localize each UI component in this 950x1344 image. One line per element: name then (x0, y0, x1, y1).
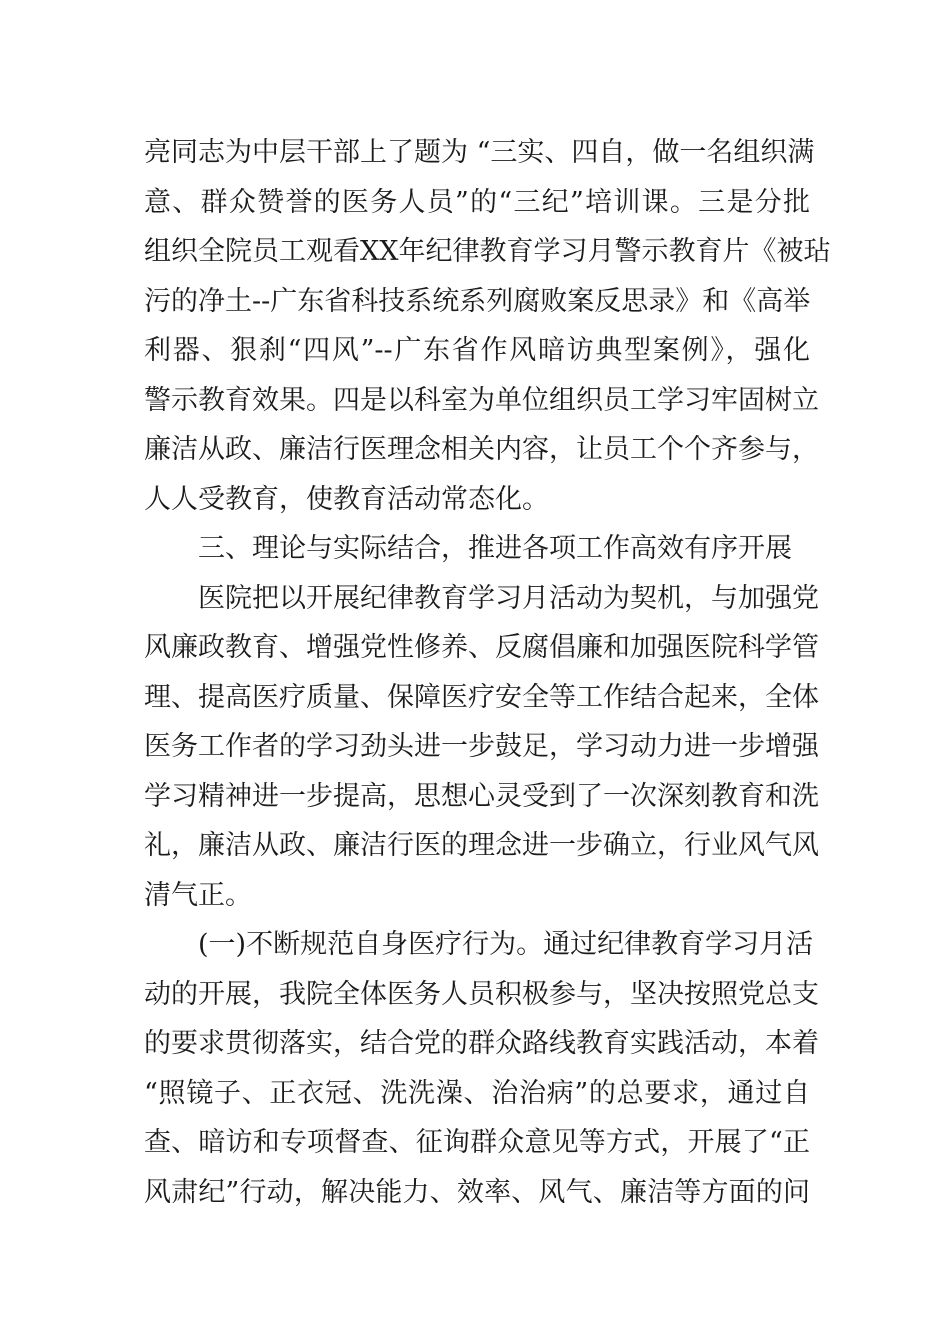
text-line: 理、提高医疗质量、保障医疗安全等工作结合起来，全体 (144, 681, 819, 713)
text-line: 意、群众赞誉的医务人员”的“三纪”培训课。三是分批 (144, 186, 810, 218)
text-line: 利器、狠刹“四风”--广东省作风暗访典型案例》，强化 (144, 335, 810, 366)
text-line: 医院把以开展纪律教育学习月活动为契机，与加强党 (198, 582, 819, 614)
text-line: “照镜子、正衣冠、洗洗澡、治治病”的总要求，通过自 (144, 1077, 810, 1109)
text-line: 学习精神进一步提高，思想心灵受到了一次深刻教育和洗 (144, 780, 819, 812)
text-line: 风肃纪”行动，解决能力、效率、风气、廉洁等方面的问 (144, 1176, 810, 1208)
text-line: 警示教育效果。四是以科室为单位组织员工学习牢固树立 (144, 384, 819, 416)
body-text (144, 128, 831, 1217)
text-line: 礼，廉洁从政、廉洁行医的理念进一步确立，行业风气风 (144, 830, 819, 861)
text-line: (一)不断规范自身医疗行为。通过纪律教育学习月活 (198, 929, 814, 960)
text-line: 的要求贯彻落实，结合党的群众路线教育实践活动，本着 (144, 1028, 819, 1059)
text-line: 查、暗访和专项督查、征询群众意见等方式，开展了“正 (144, 1127, 810, 1158)
text-line: 风廉政教育、增强党性修养、反腐倡廉和加强医院科学管 (144, 632, 819, 663)
text-line: 动的开展，我院全体医务人员积极参与，坚决按照党总支 (144, 978, 819, 1010)
text-line: 医务工作者的学习劲头进一步鼓足，学习动力进一步增强 (144, 731, 819, 762)
text-line: 三、理论与实际结合，推进各项工作高效有序开展 (198, 533, 792, 564)
text-line: 亮同志为中层干部上了题为 “三实、四自，做一名组织满 (144, 137, 815, 168)
text-line: 清气正。 (144, 879, 252, 911)
text-line: 廉洁从政、廉洁行医理念相关内容，让员工个个齐参与， (144, 434, 819, 465)
text-line: 污的净土--广东省科技系统系列腐败案反思录》和《高举 (144, 285, 811, 317)
text-line: 组织全院员工观看XX年纪律教育学习月警示教育片《被玷 (144, 236, 831, 267)
text-line: 人人受教育，使教育活动常态化。 (144, 483, 549, 515)
